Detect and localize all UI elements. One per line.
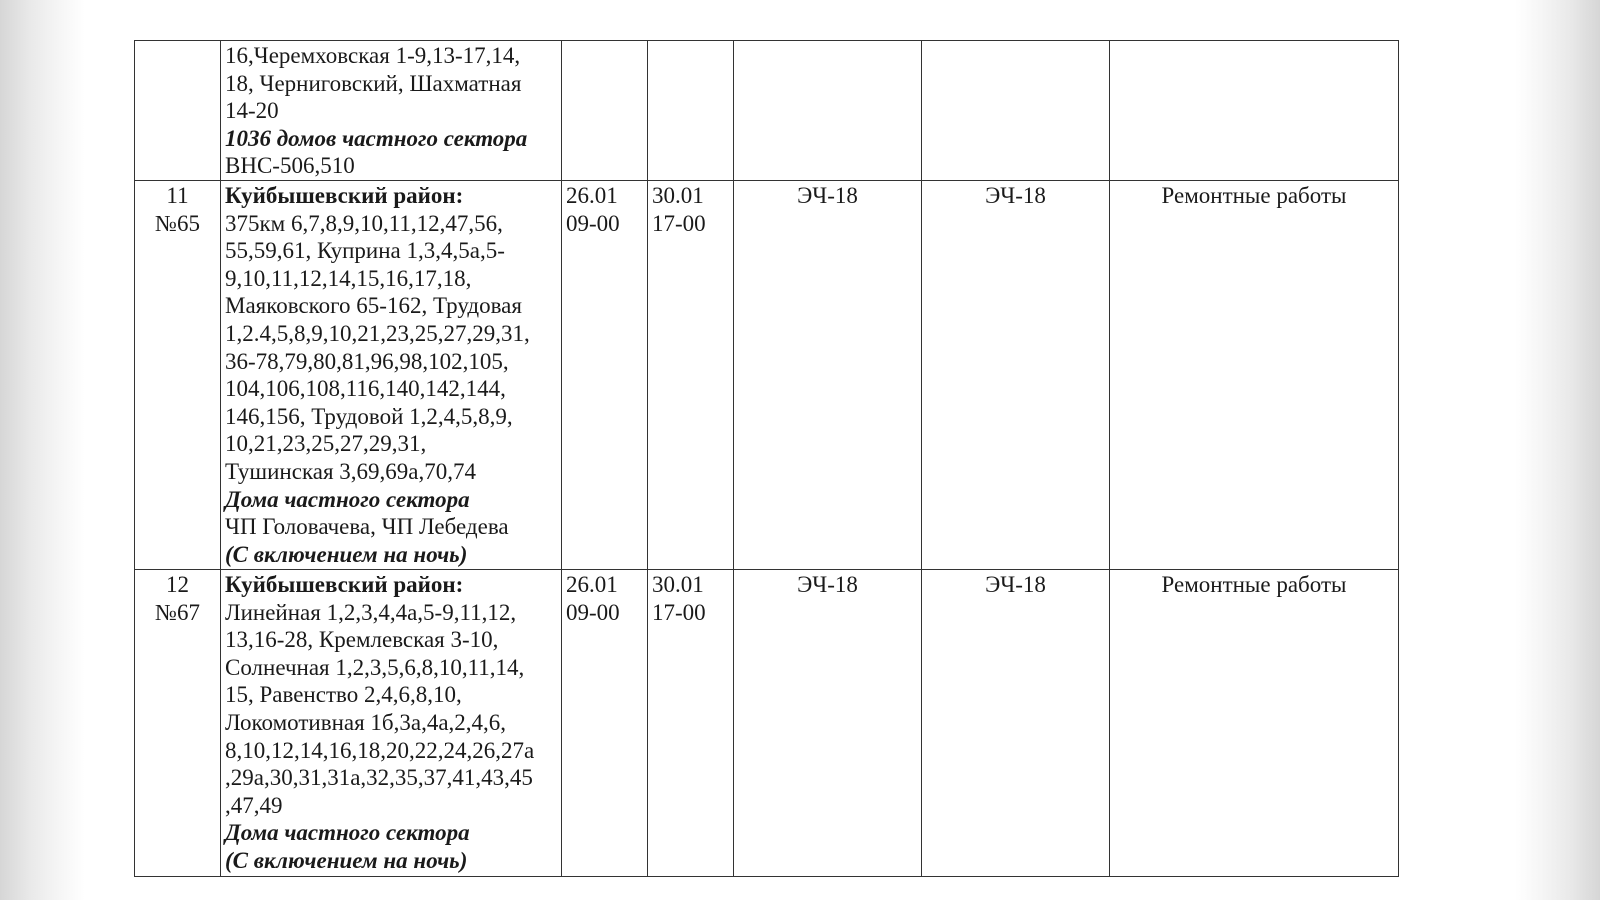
table-body xyxy=(135,41,1399,877)
end-time: 17-00 xyxy=(652,599,706,625)
address-line: 375км 6,7,8,9,10,11,12,47,56, xyxy=(225,210,503,236)
address-heading: Дома частного сектора xyxy=(225,820,470,846)
row-number: 11 xyxy=(166,182,189,208)
address-line: 146,156, Трудовой 1,2,4,5,8,9, xyxy=(225,403,513,429)
department-cell xyxy=(734,41,922,181)
address-line: 16,Черемховская 1-9,13-17,14, xyxy=(225,43,521,68)
address-heading: (С включением на ночь) xyxy=(225,541,468,567)
address-line: Солнечная 1,2,3,5,6,8,10,11,14, xyxy=(225,654,525,680)
executor-cell xyxy=(922,569,1110,876)
executor-cell xyxy=(922,180,1110,569)
reason-cell xyxy=(1110,41,1399,181)
department-value: ЭЧ-18 xyxy=(797,182,858,208)
end-cell xyxy=(648,180,734,569)
executor-value: ЭЧ-18 xyxy=(985,182,1046,208)
start-date: 26.01 xyxy=(566,182,618,208)
address-cell xyxy=(221,569,562,876)
end-cell xyxy=(648,569,734,876)
start-date: 26.01 xyxy=(566,571,618,597)
row-number-cell xyxy=(135,41,221,181)
outage-schedule-table xyxy=(134,40,1399,877)
department-value: ЭЧ-18 xyxy=(797,571,858,597)
address-heading: Куйбышевский район: xyxy=(225,182,464,208)
executor-cell xyxy=(922,41,1110,181)
address-line: 13,16-28, Кремлевская 3-10, xyxy=(225,627,499,653)
reason-cell xyxy=(1110,180,1399,569)
start-cell xyxy=(562,41,648,181)
address-line: 1,2.4,5,8,9,10,21,23,25,27,29,31, xyxy=(225,320,530,346)
address-line: Локомотивная 1б,3а,4а,2,4,6, xyxy=(225,709,507,735)
address-line: 18, Черниговский, Шахматная xyxy=(225,70,522,96)
feeder-number: №67 xyxy=(155,599,200,625)
end-cell xyxy=(648,41,734,181)
address-heading: 1036 домов частного сектора xyxy=(225,125,528,151)
address-line: ВНС-506,510 xyxy=(225,153,355,179)
address-heading: (С включением на ночь) xyxy=(225,847,468,873)
department-cell xyxy=(734,180,922,569)
address-line: 10,21,23,25,27,29,31, xyxy=(225,431,427,457)
address-line: 8,10,12,14,16,18,20,22,24,26,27а xyxy=(225,737,535,763)
department-cell xyxy=(734,569,922,876)
address-line: ,29а,30,31,31а,32,35,37,41,43,45 xyxy=(225,765,533,791)
address-line: 14-20 xyxy=(225,98,279,124)
row-number: 12 xyxy=(166,571,189,597)
reason-cell xyxy=(1110,569,1399,876)
feeder-number: №65 xyxy=(155,210,200,236)
table-row xyxy=(135,569,1399,876)
address-line: 9,10,11,12,14,15,16,17,18, xyxy=(225,265,472,291)
table-row xyxy=(135,180,1399,569)
address-line: 36-78,79,80,81,96,98,102,105, xyxy=(225,348,509,374)
address-cell xyxy=(221,41,562,181)
address-line: 55,59,61, Куприна 1,3,4,5а,5- xyxy=(225,238,505,264)
end-date: 30.01 xyxy=(652,571,704,597)
start-time: 09-00 xyxy=(566,210,620,236)
address-line: 104,106,108,116,140,142,144, xyxy=(225,376,506,402)
reason-value: Ремонтные работы xyxy=(1161,571,1347,597)
address-heading: Дома частного сектора xyxy=(225,486,470,512)
address-line: ,47,49 xyxy=(225,792,283,818)
end-date: 30.01 xyxy=(652,182,704,208)
address-line: 15, Равенство 2,4,6,8,10, xyxy=(225,682,462,708)
address-line: Тушинская 3,69,69а,70,74 xyxy=(225,458,477,484)
address-heading: Куйбышевский район: xyxy=(225,571,464,597)
table-row xyxy=(135,41,1399,181)
address-line: Линейная 1,2,3,4,4а,5-9,11,12, xyxy=(225,599,517,625)
start-cell xyxy=(562,569,648,876)
executor-value: ЭЧ-18 xyxy=(985,571,1046,597)
address-line: Маяковского 65-162, Трудовая xyxy=(225,293,522,319)
address-line: ЧП Головачева, ЧП Лебедева xyxy=(225,514,509,540)
row-number-cell xyxy=(135,569,221,876)
end-time: 17-00 xyxy=(652,210,706,236)
address-cell xyxy=(221,180,562,569)
start-time: 09-00 xyxy=(566,599,620,625)
row-number-cell xyxy=(135,180,221,569)
reason-value: Ремонтные работы xyxy=(1161,182,1347,208)
start-cell xyxy=(562,180,648,569)
